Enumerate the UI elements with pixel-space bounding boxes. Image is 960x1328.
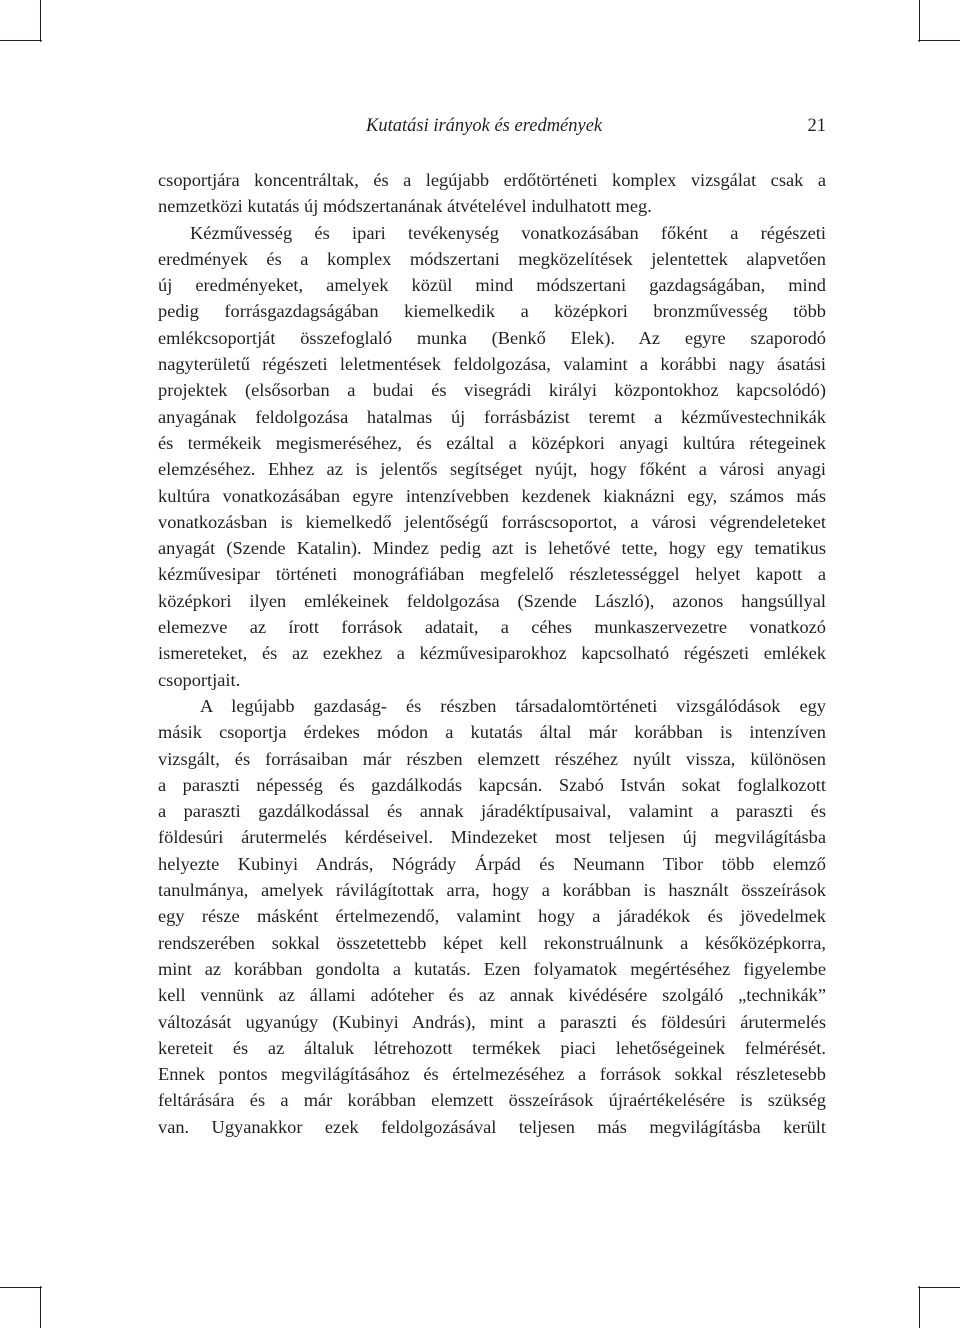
crop-mark-top-right-h — [918, 40, 960, 41]
text-line: középkori ilyen emlékeinek feldolgozása (Szende László), azonos hangsúllyal — [158, 590, 826, 611]
page-number: 21 — [807, 116, 826, 136]
text-line: eredmények és a komplex módszertani megközelítések jelentettek alapvetően — [158, 248, 826, 269]
text-line: tanulmánya, amelyek rávilágítottak arra, hogy a korábban is használt összeírások — [158, 880, 826, 901]
text-line: anyagának feldolgozása hatalmas új forrásbázist teremt a kézművestechnikák — [158, 406, 826, 427]
text-line: változását ugyanúgy (Kubinyi András), mint a paraszti és földesúri árutermelés — [158, 1011, 826, 1032]
crop-mark-top-left — [40, 0, 41, 42]
text-line: pedig forrásgazdagságában kiemelkedik a középkori bronzművesség több — [158, 301, 826, 322]
text-line: földesúri árutermelés kérdéseivel. Mindezeket most teljesen új megvilágításba — [158, 827, 826, 848]
text-line: feltárására és a már korábban elemzett összeírások újraértékelésére is szükség — [158, 1090, 826, 1111]
text-line: nemzetközi kutatás új módszertanának átvételével indulhatott meg. — [158, 196, 652, 217]
text-line: és termékeik megismeréséhez, és ezáltal a középkori anyagi kultúra rétegeinek — [158, 432, 826, 453]
text-line: Ennek pontos megvilágításához és értelmezéséhez a források sokkal részletesebb — [158, 1064, 826, 1085]
text-line: csoportjait. — [158, 669, 241, 690]
text-line: csoportjára koncentráltak, és a legújabb erdőtörténeti komplex vizsgálat csak a — [158, 170, 826, 190]
text-line: vonatkozásban is kiemelkedő jelentőségű forráscsoportot, a városi végrendeleteket — [158, 511, 826, 532]
paragraph-first-line: A legújabb gazdaság- és részben társadalomtörténeti vizsgálódások egy — [200, 695, 826, 716]
text-line: ismereteket, és az ezekhez a kézművesiparokhoz kapcsolható régészeti emlékek — [158, 643, 826, 664]
crop-mark-top-left-h — [0, 40, 42, 41]
text-line: projektek (elsősorban a budai és visegrádi királyi központokhoz kapcsolódó) — [158, 380, 826, 401]
text-line: anyagát (Szende Katalin). Mindez pedig azt is lehetővé tette, hogy egy tematikus — [158, 538, 826, 559]
paragraph-first-line: Kézművesség és ipari tevékenység vonatkozásában főként a régészeti — [190, 222, 826, 243]
crop-mark-top-right — [919, 0, 920, 42]
text-line: a paraszti gazdálkodással és annak járadéktípusaival, valamint a paraszti és — [158, 801, 826, 822]
text-line: kell vennünk az állami adóteher és az annak kivédésére szolgáló „technikák” — [158, 985, 826, 1006]
crop-mark-bottom-left — [40, 1286, 41, 1328]
text-line: emlékcsoportját összefoglaló munka (Benkő Elek). Az egyre szaporodó — [158, 327, 826, 348]
running-title: Kutatási irányok és eredmények — [366, 116, 603, 136]
text-line: másik csoportja érdekes módon a kutatás által már korábban is intenzíven — [158, 722, 826, 743]
body-text — [158, 167, 826, 1140]
text-line: a paraszti népesség és gazdálkodás kapcsán. Szabó István sokat foglalkozott — [158, 774, 826, 795]
text-line: kereteit és az általuk létrehozott termékek piaci lehetőségeinek felmérését. — [158, 1037, 826, 1058]
crop-mark-bottom-right-h — [918, 1287, 960, 1288]
text-line: rendszerében sokkal összetettebb képet kell rekonstruálnunk a későközépkorra, — [158, 932, 826, 953]
text-line: van. Ugyanakkor ezek feldolgozásával teljesen más megvilágításba került — [158, 1116, 826, 1137]
crop-mark-bottom-right — [919, 1286, 920, 1328]
text-line: elemzéséhez. Ehhez az is jelentős segítséget nyújt, hogy főként a városi anyagi — [158, 459, 826, 480]
text-line: helyezte Kubinyi András, Nógrády Árpád és Neumann Tibor több elemző — [158, 853, 826, 874]
text-line: új eredményeket, amelyek közül mind módszertani gazdagságában, mind — [158, 275, 826, 296]
running-header — [158, 116, 826, 142]
text-line: egy része másként értelmezendő, valamint hogy a járadékok és jövedelmek — [158, 906, 826, 927]
text-line: kézművesipar történeti monográfiában megfelelő részletességgel helyet kapott a — [158, 564, 826, 585]
text-line: kultúra vonatkozásában egyre intenzívebben kezdenek kiaknázni egy, számos más — [158, 485, 826, 506]
text-line: nagyterületű régészeti leletmentések feldolgozása, valamint a korábbi nagy ásatási — [158, 354, 826, 375]
text-line: elemezve az írott források adatait, a céhes munkaszervezetre vonatkozó — [158, 617, 826, 638]
text-line: mint az korábban gondolta a kutatás. Ezen folyamatok megértéséhez figyelembe — [158, 958, 826, 979]
crop-mark-bottom-left-h — [0, 1287, 42, 1288]
text-line: vizsgált, és forrásaiban már részben elemzett részéhez nyúlt vissza, különösen — [158, 748, 826, 769]
